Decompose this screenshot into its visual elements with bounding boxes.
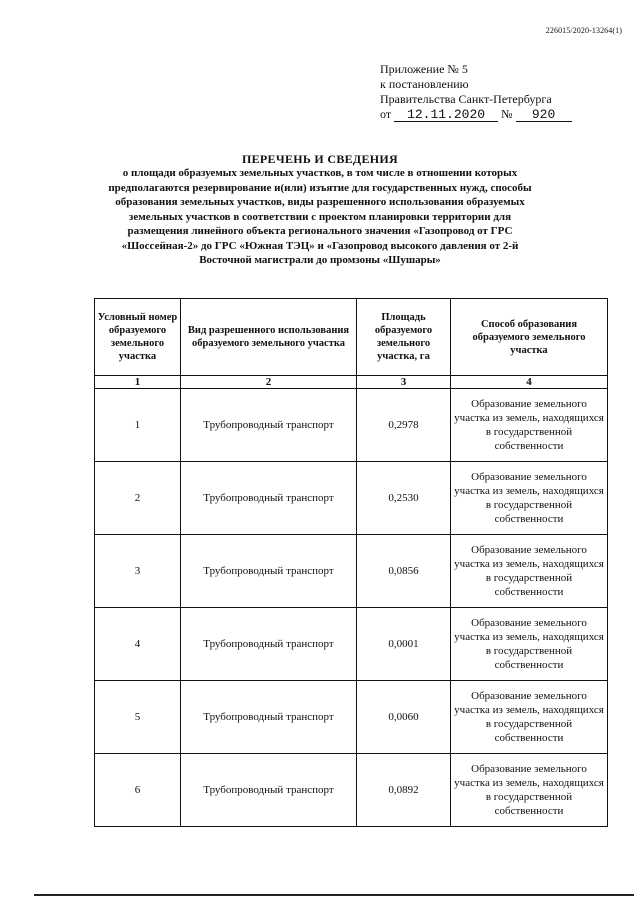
cell-formation-method: Образование земельного участка из земель, находящихся в государственной собственности xyxy=(451,608,608,681)
table-header-row xyxy=(95,299,608,376)
cell-permitted-use: Трубопроводный транспорт xyxy=(181,608,357,681)
cell-permitted-use: Трубопроводный транспорт xyxy=(181,462,357,535)
cell-permitted-use: Трубопроводный транспорт xyxy=(181,535,357,608)
header-formation-method: Способ образования образуемого земельного участка xyxy=(451,299,608,376)
cell-plot-number: 6 xyxy=(95,754,181,827)
cell-plot-number: 2 xyxy=(95,462,181,535)
appendix-resolution: к постановлению xyxy=(380,77,469,91)
cell-formation-method: Образование земельного участка из земель, находящихся в государственной собственности xyxy=(451,681,608,754)
cell-area: 0,0060 xyxy=(357,681,451,754)
appendix-number: Приложение № 5 xyxy=(380,62,468,76)
document-subtitle: о площади образуемых земельных участков, в том числе в отношении которых предполагаются резервирование и(или) изъятие для государственных нужд, способы образования земельных участков, виды разрешенного использования образуемых земельных участков в соответствии с проектом планировки территории для размещения линейного объекта регионального значения «Газопровод от ГРС «Шоссейная-2» до ГРС «Южная ТЭЦ» и «Газопровод высокого давления от 2-й Восточной магистрали до промзоны «Шушары» xyxy=(108,167,532,266)
table-row xyxy=(95,754,608,827)
column-number: 1 xyxy=(95,376,181,389)
column-number: 2 xyxy=(181,376,357,389)
resolution-date: 12.11.2020 xyxy=(394,108,498,122)
resolution-number: 920 xyxy=(516,108,572,122)
cell-area: 0,0856 xyxy=(357,535,451,608)
table-row xyxy=(95,462,608,535)
table-column-numbers-row xyxy=(95,376,608,389)
scan-bottom-edge xyxy=(34,894,634,896)
document-title: ПЕРЕЧЕНЬ И СВЕДЕНИЯ xyxy=(241,152,399,166)
table-row xyxy=(95,389,608,462)
appendix-government: Правительства Санкт-Петербурга xyxy=(380,92,552,106)
cell-area: 0,0892 xyxy=(357,754,451,827)
header-permitted-use: Вид разрешенного использования образуемого земельного участка xyxy=(181,299,357,376)
cell-formation-method: Образование земельного участка из земель, находящихся в государственной собственности xyxy=(451,389,608,462)
table-row xyxy=(95,535,608,608)
land-plots-table xyxy=(94,298,608,827)
date-prefix: от xyxy=(380,107,392,121)
header-area: Площадь образуемого земельного участка, га xyxy=(357,299,451,376)
appendix-block xyxy=(380,62,572,122)
document-id: 226015/2020-13264(1) xyxy=(545,26,622,35)
column-number: 4 xyxy=(451,376,608,389)
appendix-date-line xyxy=(380,107,572,122)
table-row xyxy=(95,608,608,681)
number-prefix: № xyxy=(501,107,513,121)
cell-permitted-use: Трубопроводный транспорт xyxy=(181,681,357,754)
cell-formation-method: Образование земельного участка из земель, находящихся в государственной собственности xyxy=(451,754,608,827)
header-plot-number: Условный номер образуемого земельного участка xyxy=(95,299,181,376)
cell-area: 0,2978 xyxy=(357,389,451,462)
cell-area: 0,2530 xyxy=(357,462,451,535)
cell-plot-number: 3 xyxy=(95,535,181,608)
cell-formation-method: Образование земельного участка из земель, находящихся в государственной собственности xyxy=(451,462,608,535)
cell-plot-number: 1 xyxy=(95,389,181,462)
cell-permitted-use: Трубопроводный транспорт xyxy=(181,754,357,827)
column-number: 3 xyxy=(357,376,451,389)
cell-formation-method: Образование земельного участка из земель, находящихся в государственной собственности xyxy=(451,535,608,608)
table-row xyxy=(95,681,608,754)
cell-permitted-use: Трубопроводный транспорт xyxy=(181,389,357,462)
cell-plot-number: 5 xyxy=(95,681,181,754)
cell-area: 0,0001 xyxy=(357,608,451,681)
cell-plot-number: 4 xyxy=(95,608,181,681)
